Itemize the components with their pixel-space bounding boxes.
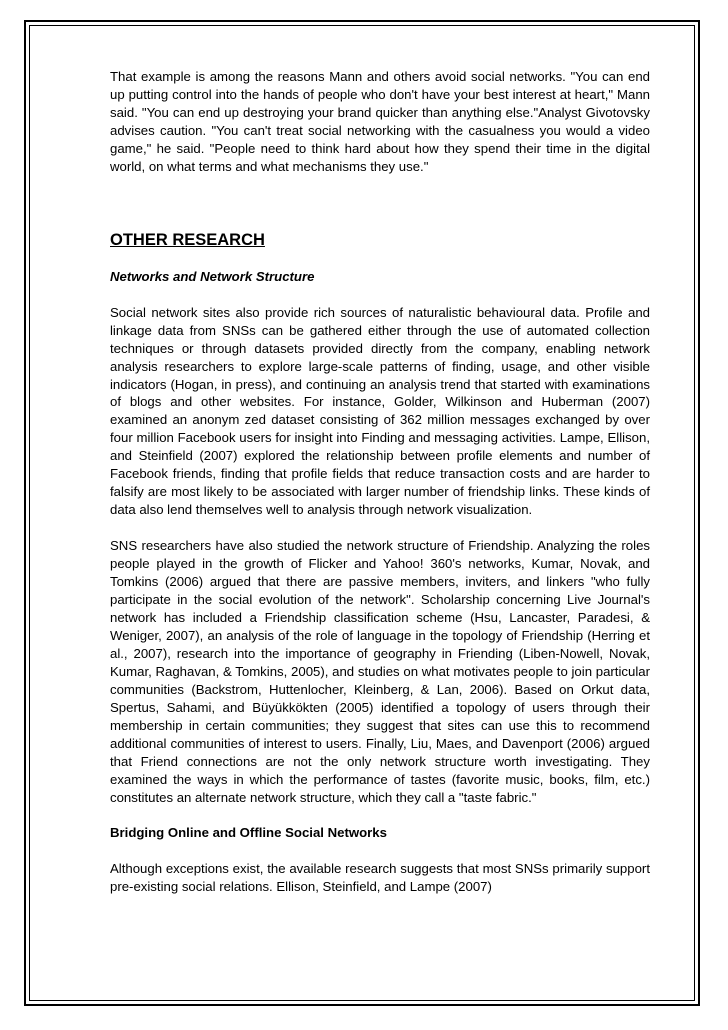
networks-paragraph-2: SNS researchers have also studied the network structure of Friendship. Analyzing the roles people played in the growth of Flicker and Yahoo! 360's networks, Kumar, Novak, and Tomkins (2006) argued that there are passive members, inviters, and linkers "who fully participate in the social evolution of the network". Scholarship concerning Live Journal's network has included a Friendship classification scheme (Hsu, Lancaster, Paradesi, & Weniger, 2007), an analysis of the role of language in the topology of Friendship (Herring et al., 2007), research into the importance of geography in Friending (Liben-Nowell, Novak, Kumar, Raghavan, & Tomkins, 2005), and studies on what motivates people to join particular communities (Backstrom, Huttenlocher, Kleinberg, & Lan, 2006). Based on Orkut data, Spertus, Sahami, and Büyükkökten (2005) identified a topology of users through their membership in certain communities; they suggest that sites can use this to recommend additional communities of interest to users. Finally, Liu, Maes, and Davenport (2006) argued that Friend connections are not the only network structure worth investigating. They examined the ways in which the performance of tastes (favorite music, books, film, etc.) constitutes an alternate network structure, which they call a "taste fabric." bbox=[110, 538, 650, 805]
networks-paragraph-1: Social network sites also provide rich sources of naturalistic behavioural data. Profile and linkage data from SNSs can be gathered either through the use of automated collection techniques or through datasets provided directly from the company, enabling network analysis researchers to explore large-scale patterns of finding, usage, and other visible indicators (Hogan, in press), and continuing an analysis trend that started with examinations of blogs and other websites. For instance, Golder, Wilkinson and Huberman (2007) examined an anonym zed dataset consisting of 362 million messages exchanged by over four million Facebook users for insight into Finding and messaging activities. Lampe, Ellison, and Steinfield (2007) explored the relationship between profile elements and number of Facebook friends, finding that profile fields that reduce transaction costs and are harder to falsify are most likely to be associated with larger number of friendship links. These kinds of data also lend themselves well to analysis through network visualization. bbox=[110, 304, 650, 518]
intro-paragraph: That example is among the reasons Mann and others avoid social networks. "You can end up putting control into the hands of people who don't have your best interest at heart," Mann said. "You can end up destroying your brand quicker than anything else."Analyst Givotovsky advises caution. "You can't treat social networking with the casualness you would a video game," he said. "People need to think hard about how they spend their time in the digital world, on what terms and what mechanisms they use." bbox=[110, 69, 650, 174]
spacer bbox=[110, 519, 650, 537]
bridging-paragraph: Although exceptions exist, the available research suggests that most SNSs primarily support pre-existing social relations. Ellison, Steinfield, and Lampe (2007) bbox=[110, 861, 650, 895]
spacer bbox=[110, 842, 650, 860]
subheading-networks: Networks and Network Structure bbox=[110, 268, 315, 284]
spacer bbox=[110, 806, 650, 824]
document-body bbox=[110, 68, 650, 896]
spacer bbox=[110, 286, 650, 304]
subheading-bridging: Bridging Online and Offline Social Networks bbox=[110, 825, 387, 841]
spacer bbox=[110, 176, 650, 230]
section-heading-other-research: OTHER RESEARCH bbox=[110, 230, 265, 249]
spacer bbox=[110, 250, 650, 268]
